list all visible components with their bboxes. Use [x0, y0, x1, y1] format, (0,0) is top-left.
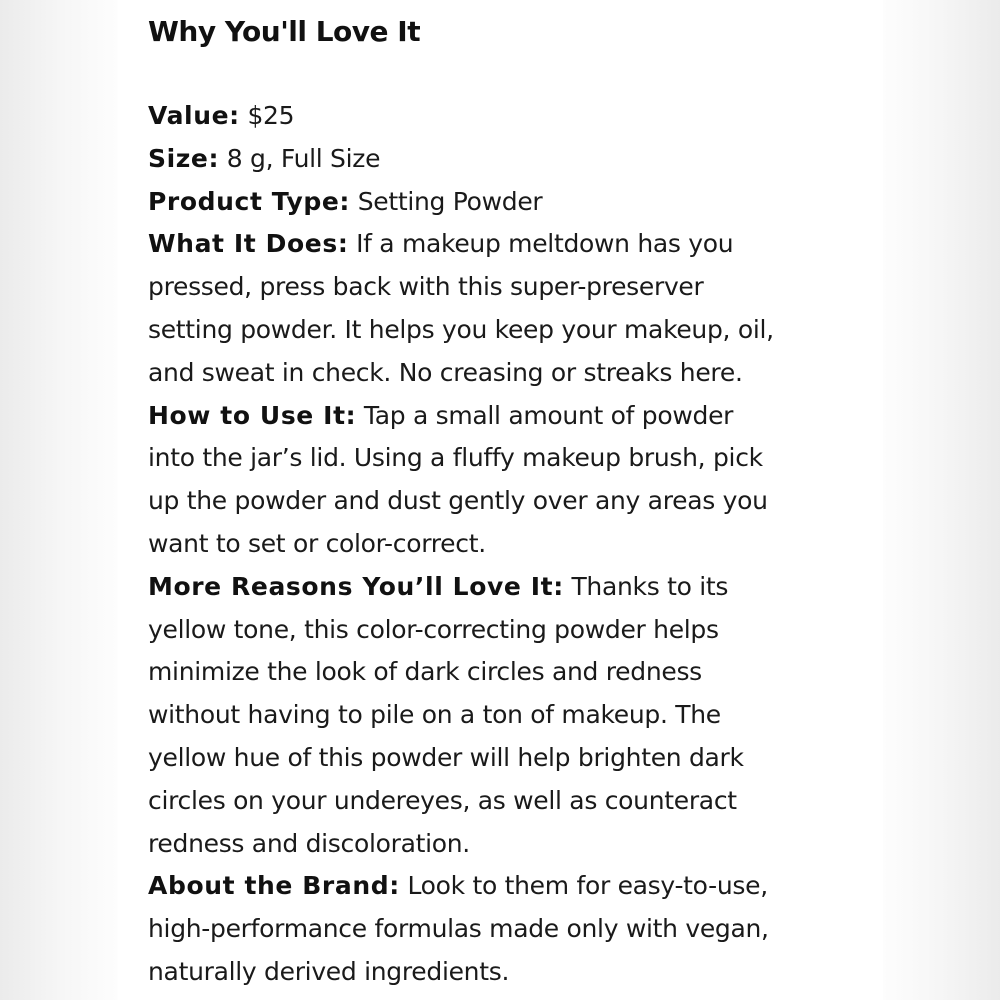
detail-line [148, 566, 860, 609]
section-heading: Why You'll Love It [148, 15, 421, 48]
detail-line [148, 223, 860, 266]
detail-label: About the Brand: [148, 871, 400, 901]
detail-label: Value: [148, 101, 240, 130]
detail-more-reasons [148, 566, 860, 866]
detail-text: up the powder and dust gently over any areas you [148, 486, 768, 516]
detail-text: Tap a small amount of powder [363, 400, 734, 430]
detail-text: If a makeup meltdown has you [356, 229, 734, 259]
detail-how-to-use [148, 395, 860, 566]
detail-text: 8 g, Full Size [226, 143, 381, 173]
detail-line [148, 138, 860, 181]
detail-text: yellow hue of this powder will help brighten dark [148, 742, 744, 772]
detail-line [148, 395, 860, 438]
product-details [148, 95, 860, 994]
detail-label: Product Type: [148, 186, 351, 216]
detail-text: high-performance formulas made only with vegan, [148, 914, 769, 944]
detail-value [148, 95, 860, 138]
detail-text: Setting Powder [357, 186, 543, 216]
detail-text: want to set or color-correct. [148, 528, 486, 558]
detail-about-brand [148, 865, 860, 993]
detail-line [148, 865, 860, 908]
detail-text: without having to pile on a ton of makeup. The [148, 700, 721, 730]
detail-size [148, 138, 860, 181]
detail-label: What It Does: [148, 229, 349, 259]
detail-text: pressed, press back with this super-preserver [148, 272, 704, 302]
detail-text: yellow tone, this color-correcting powder helps [148, 614, 719, 644]
detail-text: redness and discoloration. [148, 828, 470, 858]
detail-text: $25 [247, 101, 295, 130]
detail-text: into the jar’s lid. Using a fluffy makeup brush, pick [148, 443, 763, 473]
detail-text: and sweat in check. No creasing or streaks here. [148, 357, 743, 387]
detail-text: Thanks to its [571, 571, 729, 601]
detail-what-it-does [148, 223, 860, 394]
detail-label: How to Use It: [148, 400, 357, 430]
detail-text: minimize the look of dark circles and redness [148, 657, 702, 687]
detail-label: Size: [148, 143, 220, 173]
detail-product-type [148, 181, 860, 224]
detail-line [148, 95, 860, 138]
detail-line [148, 181, 860, 224]
detail-text: setting powder. It helps you keep your makeup, oil, [148, 314, 774, 344]
detail-text: Look to them for easy-to-use, [407, 871, 768, 901]
detail-text: circles on your undereyes, as well as counteract [148, 785, 737, 815]
detail-text: naturally derived ingredients. [148, 956, 510, 986]
detail-label: More Reasons You’ll Love It: [148, 571, 564, 601]
